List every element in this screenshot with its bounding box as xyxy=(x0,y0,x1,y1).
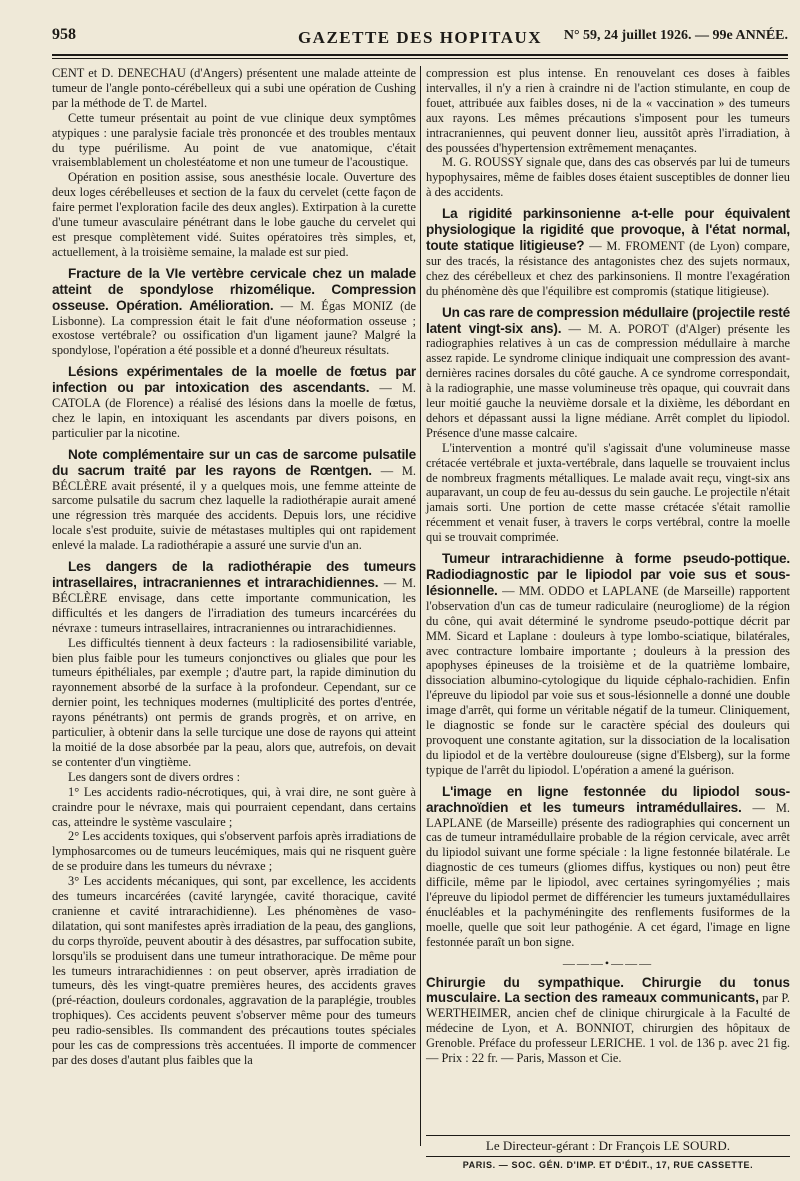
section-heading: La rigidité parkinsonienne a-t-elle pour équivalent physiologique la rigidité que provoque, à l'état normal, toute statique litigieuse? xyxy=(426,206,790,253)
column-separator xyxy=(420,66,421,1146)
section-body: — M. FROMENT (de Lyon) compare, sur des tracés, la résistance des antagonistes chez des sujets normaux, chez des cérébelleux et chez des parkinsoniens. Il montre l'exagération du phénomène dès que l'équilibre est compromis (statique litigieuse). xyxy=(426,238,791,298)
paragraph: 1° Les accidents radio-nécrotiques, qui, à vrai dire, ne sont guère à craindre pour le névraxe, mais qui pourraient cependant, dans certains cas, atteindre le système vasculaire ; xyxy=(52,784,416,829)
section-heading: Lésions expérimentales de la moelle de fœtus par infection ou par intoxication des ascendants. xyxy=(52,364,416,396)
section-heading: Un cas rare de compression médullaire (projectile resté latent vingt-six ans). xyxy=(426,304,790,336)
page-header xyxy=(52,22,788,52)
paragraph: Les difficultés tiennent à deux facteurs : la radiosensibilité variable, bien plus faible pour les tumeurs conjonctives ou gliales que pour les tumeurs épithéliales, par exemple ; d'autre part, la rapide diminution du rayonnement absorbé de la surface à la profondeur. Cependant, sur ce dernier point, les techniques modernes (multiplicité des portes d'entrée, rayons pénétrants) ont permis de grands progrès, et on arrive, en particulier, à obtenir dans la selle turcique une dose de rayons qui atteint la moitié de la dose absorbée par la peau, alors que, autrefois, on devait se contenter d'un vingtième. xyxy=(52,635,416,769)
paragraph: CENT et D. DENECHAU (d'Angers) présentent une malade atteinte de tumeur de l'angle ponto-cérébelleux qui a subi une opération de Cushing par la méthode de T. de Martel. xyxy=(52,66,416,110)
paragraph: compression est plus intense. En renouvelant ces doses à faibles intervalles, il n'y a rien à craindre ni de l'action stimulante, en coup de fouet, attribuée aux faibles doses, ni de la « vaccination » des tumeurs aux rayons. Les mêmes précautions s'imposent pour les tumeurs intracraniennes, qui peuvent donner lieu, aussitôt après l'irradiation, à des poussées d'hypertension extrêmement menaçantes. xyxy=(426,66,790,155)
paragraph: M. G. ROUSSY signale que, dans des cas observés par lui de tumeurs hypophysaires, même de faibles doses étaient susceptibles de donner lieu à des accidents. xyxy=(426,155,790,200)
article-section xyxy=(52,364,416,441)
page-footer xyxy=(426,1135,790,1170)
section-heading: Les dangers de la radiothérapie des tumeurs intrasellaires, intracraniennes et intrarachidiennes. xyxy=(52,559,416,590)
journal-title: GAZETTE DES HOPITAUX xyxy=(297,28,543,47)
section-body: — M. BÉCLÈRE avait présenté, il y a quelques mois, une femme atteinte de sarcome pulsatile du sacrum chez laquelle la radiothérapie aurait amené une régression très marquée des accidents. Depuis lors, une récidive locale s'est produite, suivie de métastases multiples qui ont rapidement enlevé la malade. La radiothérapie a assuré une survie d'un an. xyxy=(52,463,416,553)
section-body: — M. A. POROT (d'Alger) présente les radiographies relatives à un cas de compression médullaire à marche assez rapide. Le syndrome clinique indiquait une compression des avant-dernières racines dorsales du côté gauche. A ce syndrome correspondait, à la radiographie, une masse volumineuse très opaque, qui couvrait dans leur moitié gauche la neuvième dorsale et la dixième, les débordant en dehors et dépassant aussi la ligne médiane. Arrêt complet du lipiodol. Présence d'une masse calcaire. xyxy=(426,321,791,440)
section-body: — M. BÉCLÈRE envisage, dans cette importante communication, les difficultés et les dangers de l'irradiation des tumeurs incarcérées du névraxe : tumeurs intrasellaires, intracraniennes ou intrarachidiennes. xyxy=(52,576,416,635)
article-section xyxy=(426,206,790,298)
footer-rule xyxy=(426,1135,790,1136)
section-body: — M. CATOLA (de Florence) a réalisé des lésions dans la moelle de fœtus, chez le lapin, en intoxiquant les ascendants par divers poisons, en particulier par la nicotine. xyxy=(52,381,416,440)
printer-line: PARIS. — SOC. GÉN. D'IMP. ET D'ÉDIT., 17, RUE CASSETTE. xyxy=(462,1160,754,1170)
right-column xyxy=(426,66,790,1066)
paragraph: 3° Les accidents mécaniques, qui sont, par excellence, les accidents des tumeurs incarcérées (cavité laryngée, cavité thoracique, cavité cranienne et cavité intrarachidienne). Les phénomènes de vaso-dilatation, qui sont manifestes après irradiation de la peau, des ganglions, du corps thyroïde, peuvent aboutir à des désastres, par suffocation subite, lorsqu'ils se produisent dans une tumeur intrathoracique. De même pour les tumeurs intrarachidiennes : on peut observer, après irradiation de tumeurs, dès les vingt-quatre premières heures, des accidents graves (pré-réaction, douleurs cordonales, aggravation de la paraplégie, troubles trophiques). Ces accidents peuvent s'observer même pour des tumeurs peu radio-sensibles. Ils commandent des précautions toutes spéciales pour les cas de compressions très accentuées. Il importe de commencer par des doses d'autant plus faibles que la xyxy=(52,874,416,1067)
paragraph: Cette tumeur présentait au point de vue clinique deux symptômes atypiques : une paralysie faciale très prononcée et des troubles mentaux du type puérilisme. Au point de vue anatomique, c'était vraisemblablement un cholestéatome et non une tumeur de l'acoustique. xyxy=(52,110,416,170)
page-number: 958 xyxy=(52,26,76,43)
section-body: — MM. ODDO et LAPLANE (de Marseille) rapportent l'observation d'un cas de tumeur radiculaire (neurogliome) de la région du cône, qui avait déterminé le syndrome pseudo-pottique décrit par MM. Sicard et Laplane : douleurs à type lombo-sciatique, bilatérales, avec contracture lombaire importante ; douleurs à la pression des apophyses épineuses de la troisième et de la quatrième lombaire, dissociation albumino-cytologique du liquide céphalo-rachidien. Enfin l'épreuve du lipiodol par voie sus et sous-lésionnelle a donné une double image d'arrêt, qui forme un véritable négatif de la tumeur. Cliniquement, le diagnostic se fonde sur le caractère spécial des douleurs qui provoquent une constante agitation, sur la dissociation de la localisation du lipiodol et de la vertèbre douloureuse (signe d'Elsberg), sur la forme typique de l'arrêt du lipiodol. L'opération a amené la guérison. xyxy=(426,583,790,777)
header-rule xyxy=(52,54,788,56)
article-section xyxy=(52,559,416,636)
book-notice xyxy=(426,975,790,1066)
section-heading: Tumeur intrarachidienne à forme pseudo-pottique. Radiodiagnostic par le lipiodol par voie sus et sous-lésionnelle. xyxy=(426,551,790,598)
book-title: Chirurgie du sympathique. Chirurgie du tonus musculaire. La section des rameaux communicants, xyxy=(426,974,790,1006)
paragraph: L'intervention a montré qu'il s'agissait d'une volumineuse masse crétacée vertébrale et juxta-vertébrale, dans laquelle se trouvaient inclus de nombreux fragments métalliques. Le malade avait reçu, vingt-six ans auparavant, un coup de feu au-dessus du sein gauche. Le projectile n'était jamais sorti. Une portion de cette masse crétacée s'était ramollie récemment et venait fuser, à travers le corps vertébral, contre la moelle qui se trouvait comprimée. xyxy=(426,440,790,545)
left-column xyxy=(52,66,416,1068)
section-heading: L'image en ligne festonnée du lipiodol sous-arachnoïdien et les tumeurs intramédullaires. xyxy=(426,783,790,815)
article-section xyxy=(52,447,416,553)
article-section xyxy=(426,305,790,441)
issue-line: N° 59, 24 juillet 1926. — 99e ANNÉE. xyxy=(563,28,788,43)
section-heading: Note complémentaire sur un cas de sarcome pulsatile du sacrum traité par les rayons de Rœntgen. xyxy=(52,446,416,478)
section-body: — M. LAPLANE (de Marseille) présente des radiographies qui concernent un cas de tumeur intramédullaire probable de la région cervicale, avec arrêt du lipiodol suivant une forme spéciale : la ligne festonnée bilatérale. Le diagnostic de ces tumeurs (gliomes diffus, kystiques ou non) peut être difficile, même par le lipiodol, avec certaines syringomyélies ; mais l'épreuve du lipiodol permet de différencier les tumeurs juxtamédullaires énucléables et la pachyméningite des renflements fusiformes de la moelle, quelle que soit leur pathogénie. A cet égard, l'image en ligne festonnée paraît un bon signe. xyxy=(426,800,791,949)
director-line: Le Directeur-gérant : Dr François LE SOURD. xyxy=(485,1138,731,1153)
article-section xyxy=(426,551,790,778)
ornament-divider: ———•——— xyxy=(562,955,654,970)
section-body: — M. Égas MONIZ (de Lisbonne). La compression était le fait d'une néoformation osseuse ; exostose vertébrale? ou ossification d'un ligament jaune? Malgré la spondylose, l'opération a été possible et a donné d'heureux résultats. xyxy=(52,298,417,358)
paragraph: 2° Les accidents toxiques, qui s'observent parfois après irradiations de lymphosarcomes ou de tumeurs leucémiques, mais qui ne risquent guère de se produire dans les tumeurs du névraxe ; xyxy=(52,829,416,874)
article-section xyxy=(52,266,416,358)
article-section xyxy=(426,784,790,950)
footer-rule-2 xyxy=(426,1156,790,1157)
paragraph: Les dangers sont de divers ordres : xyxy=(68,769,241,784)
paragraph: Opération en position assise, sous anesthésie locale. Ouverture des deux loges cérébelleuses et section de la faux du cervelet (cette façon de faire permet l'exploration facile des deux angles). Extirpation à la curette d'une tumeur avasculaire pénétrant dans le lobe gauche du cervelet qui est presque complètement vidé. Suites opératoires très simples, et, actuellement, à la troisième semaine, la malade est sur pied. xyxy=(52,170,416,259)
book-details: par P. WERTHEIMER, ancien chef de clinique chirurgicale à la Faculté de médecine de Lyon, et A. BONNIOT, chirurgien des hôpitaux de Grenoble. Préface du professeur LERICHE. 1 vol. de 136 p. avec 21 fig. — Prix : 22 fr. — Paris, Masson et Cie. xyxy=(426,991,790,1066)
section-heading: Fracture de la VIe vertèbre cervicale chez un malade atteint de spondylose rhizomélique. Compression osseuse. Opération. Amélioration. xyxy=(52,265,416,313)
header-rule-thin xyxy=(52,58,788,59)
